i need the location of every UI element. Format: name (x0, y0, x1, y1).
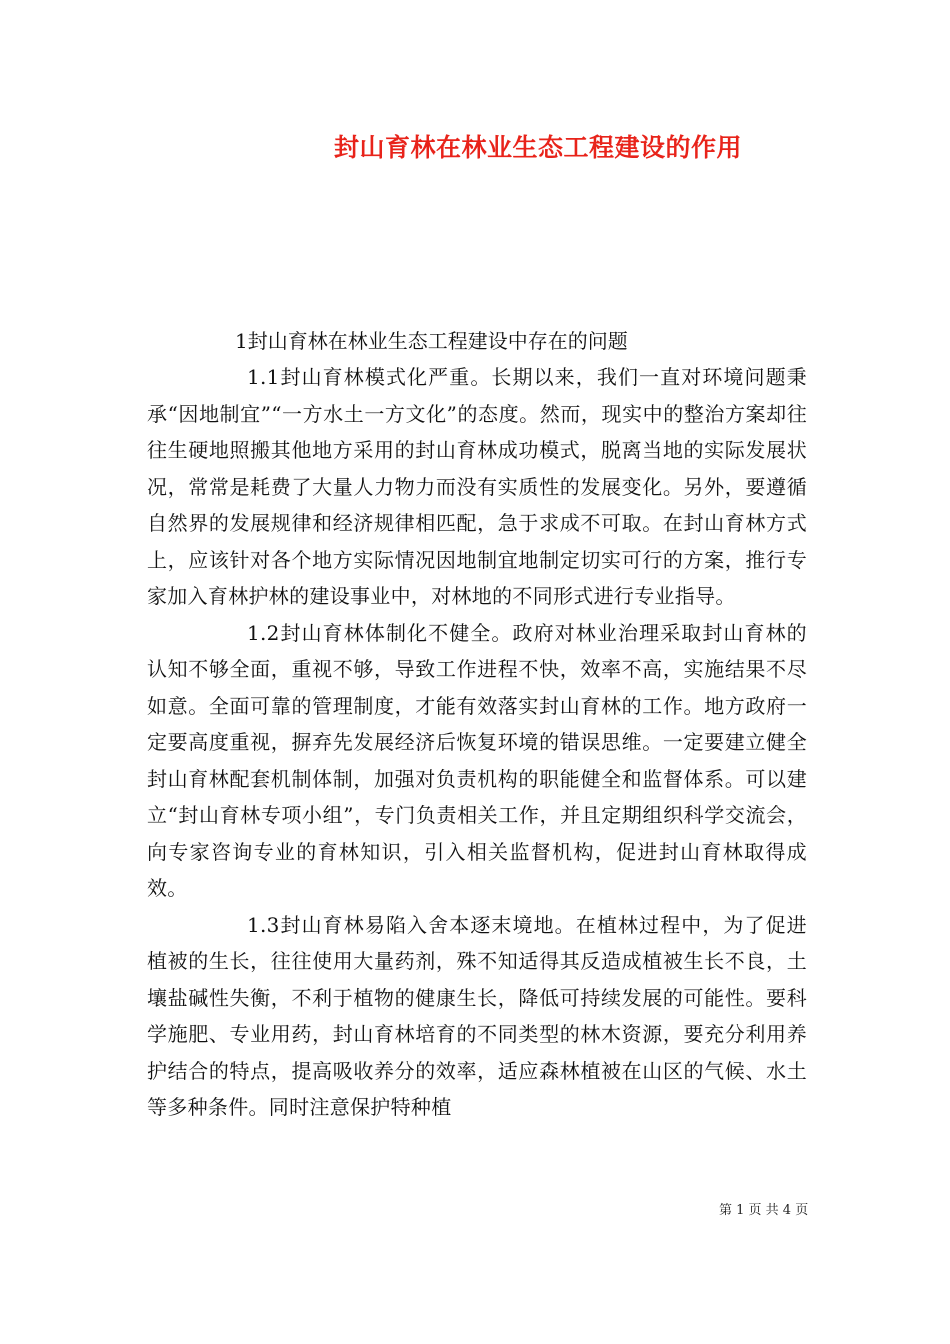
section-heading: 1封山育林在林业生态工程建设中存在的问题 (235, 329, 628, 353)
document-title: 封山育林在林业生态工程建设的作用 (333, 133, 742, 162)
paragraph-1-3: 1.3封山育林易陷入舍本逐末境地。在植林过程中，为了促进植被的生长，往往使用大量药剂，殊不知适得其反造成植被生长不良，土壤盐碱性失衡，不利于植物的健康生长，降低可持续发展的可能性。要科学施肥、专业用药，封山育林培育的不同类型的林木资源，要充分利用养护结合的特点，提高吸收养分的效率，适应森林植被在山区的气候、水土等多种条件。同时注意保护特种植 (147, 912, 807, 1119)
document-body (147, 323, 807, 1126)
page-number-footer: 第 1 页 共 4 页 (719, 1203, 809, 1218)
paragraph-1-1: 1.1封山育林模式化严重。长期以来，我们一直对环境问题秉承“因地制宜”“一方水土一方文化”的态度。然而，现实中的整治方案却往往生硬地照搬其他地方采用的封山育林成功模式，脱离当地的实际发展状况，常常是耗费了大量人力物力而没有实质性的发展变化。另外，要遵循自然界的发展规律和经济规律相匹配，急于求成不可取。在封山育林方式上，应该针对各个地方实际情况因地制宜地制定切实可行的方案，推行专家加入育林护林的建设事业中，对林地的不同形式进行专业指导。 (147, 365, 807, 608)
paragraph-1-2: 1.2封山育林体制化不健全。政府对林业治理采取封山育林的认知不够全面，重视不够，导致工作进程不快，效率不高，实施结果不尽如意。全面可靠的管理制度，才能有效落实封山育林的工作。地方政府一定要高度重视，摒弃先发展经济后恢复环境的错误思维。一定要建立健全封山育林配套机制体制，加强对负责机构的职能健全和监督体系。可以建立“封山育林专项小组”，专门负责相关工作，并且定期组织科学交流会，向专家咨询专业的育林知识，引入相关监督机构，促进封山育林取得成效。 (147, 620, 807, 900)
